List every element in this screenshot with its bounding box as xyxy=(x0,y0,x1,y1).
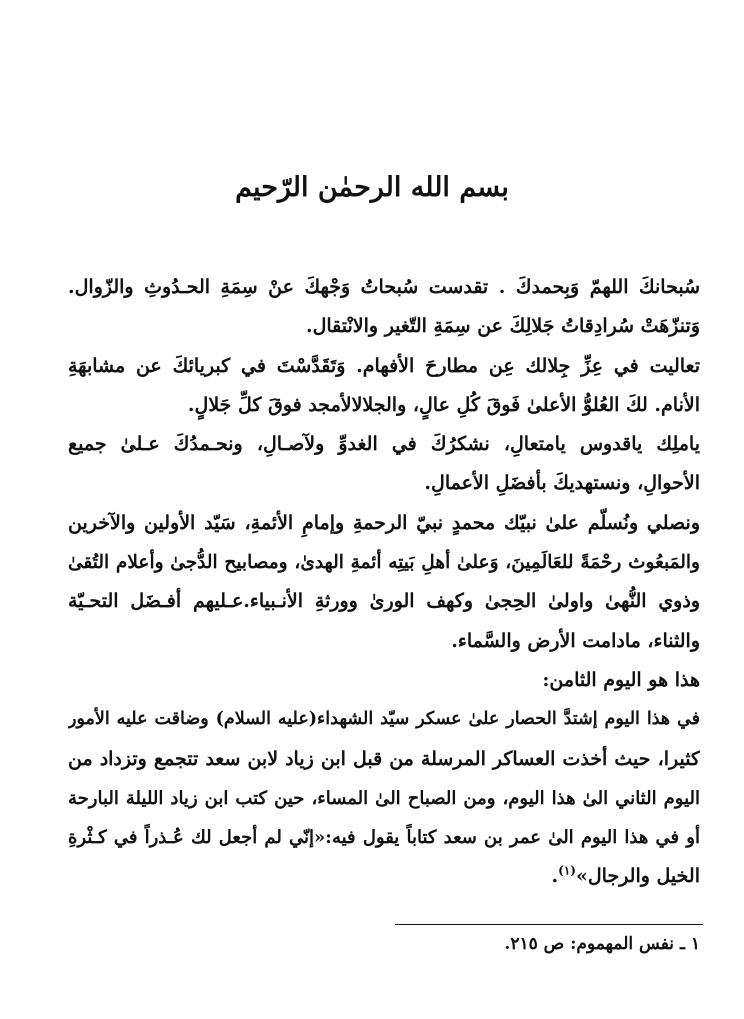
section-heading: هذا هو اليوم الثامن: xyxy=(542,668,700,691)
text-line: تعاليت في عِزِّ جِلالك عِن مطارحَ الأفهام. وَتَقَدَّسْتَ في كبريائكَ عن مشابهَةِ xyxy=(68,354,700,377)
body-text xyxy=(68,268,700,897)
text-line: ياملِك ياقدوس يامتعالِ، نشكرُكَ في الغدوِّ ولآصـالِ، ونحـمدُكَ عـلىٰ جميع xyxy=(68,433,700,456)
text-line: وذوي النُّهىٰ واولىٰ الحِجىٰ وكهف الورىٰ وورثةِ الأنـبياء.عـليهم أفـضَل التحـيّة xyxy=(68,590,700,613)
text-line: والمَبعُوث رحْمَةً للعَالَمِينَ، وَعلىٰ أهلِ بَيتِه أئمةِ الهدىٰ، ومصابيح الدُّجىٰ وأعلام التُقىٰ xyxy=(68,552,700,574)
page-title: بسم الله الرحمٰن الرّحيم xyxy=(235,172,509,203)
text-line: أو في هذا اليوم الىٰ عمر بن سعد كتاباً يقول فيه:«إنّي لم أجعل لك عُـذراً في كـثْرةِ xyxy=(68,827,700,849)
text-line: اليوم الثاني الىٰ هذا اليوم، ومن الصباح الىٰ المساء، حين كتب ابن زياد الليلة البارحة xyxy=(68,787,700,809)
text-line-content: الخيل والرجال» xyxy=(575,865,700,888)
text-line: وَتنزّهَتْ سُرادِقاتُ جَلالِكَ عن سِمَةِ التّغير والانْتقال. xyxy=(305,315,700,338)
text-line: ونصلي ونُسلّم علىٰ نبيّك محمدٍ نبيّ الرحمةِ وإمامِ الأئمةِ، سَيّد الأولين والآخرين xyxy=(68,511,700,534)
footnote-marker: (١) xyxy=(558,864,576,879)
text-line: الأحوالِ، ونستهديكَ بأفضَلِ الأعمالِ. xyxy=(424,472,700,495)
footnote-divider xyxy=(395,924,703,925)
text-line: سُبحانكَ اللهمّ وَبِحمدكَ . تقدست سُبحاتُ وَجْهكَ عنْ سِمَةِ الحـدُوثِ والزّوال. xyxy=(68,276,700,298)
text-line: في هذا اليوم إشتدَّ الحصار علىٰ عسكر سيّد الشهداء(عليه السلام) وضاقت عليه الأمور xyxy=(68,709,700,730)
footnote: ١ ـ نفس المهموم: ص ٢١٥. xyxy=(504,934,700,954)
text-line: كثيرا، حيث أخذت العساكر المرسلة من قبل ابن زياد لابن سعد تتجمع وتزداد من xyxy=(68,747,700,770)
text-line: الأنام. لكَ العُلوُّ الأعلىٰ فَوقَ كُلِ عالٍ، والجلالالأمجد فوقَ كلِّ جَلالٍ. xyxy=(187,393,700,416)
period: . xyxy=(551,865,559,888)
text-line: والثناء، مادامت الأرض والسَّماء. xyxy=(451,629,700,652)
text-line xyxy=(68,857,700,896)
